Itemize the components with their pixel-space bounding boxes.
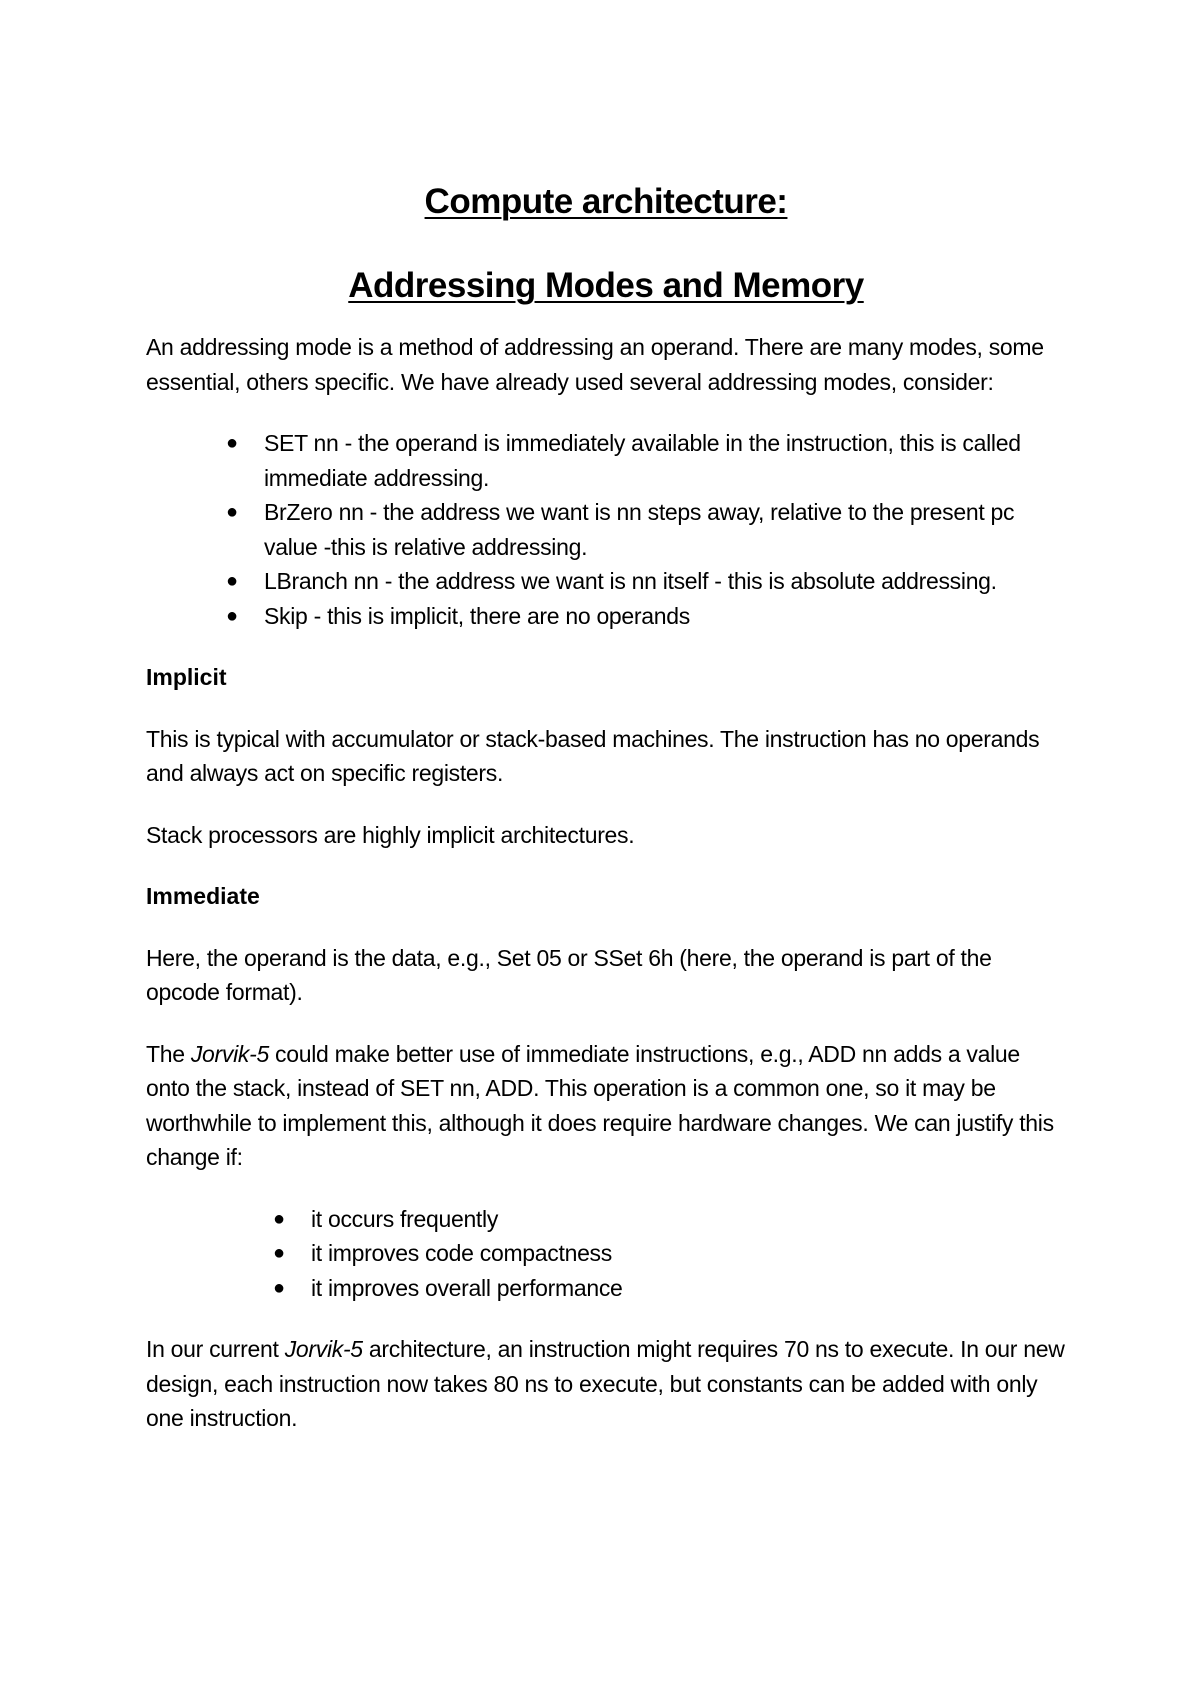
- implicit-heading: Implicit: [146, 664, 227, 690]
- implicit-paragraph-1: This is typical with accumulator or stack-based machines. The instruction has no operands and always act on specific registers.: [146, 725, 1040, 786]
- list-item: ● BrZero nn - the address we want is nn steps away, relative to the present pc value -this is relative addressing.: [146, 495, 1066, 564]
- jorvik-name: Jorvik-5: [284, 1336, 363, 1362]
- addressing-modes-list: [146, 426, 1066, 633]
- list-item: ● LBranch nn - the address we want is nn itself - this is absolute addressing.: [146, 564, 1066, 599]
- immediate-paragraph-3: In our current Jorvik-5 architecture, an instruction might requires 70 ns to execute. In our new design, each instruction now takes 80 ns to execute, but constants can be added with only one instruction.: [146, 1336, 1065, 1431]
- title-line-1: Compute architecture:: [424, 182, 788, 221]
- bullet-icon: ●: [273, 1207, 285, 1230]
- list-item: ● it occurs frequently: [146, 1202, 1066, 1237]
- implicit-paragraph-2: Stack processors are highly implicit architectures.: [146, 821, 635, 848]
- list-item: ● Skip - this is implicit, there are no operands: [146, 599, 1066, 634]
- document-page: [146, 178, 1066, 1463]
- bullet-icon: ●: [273, 1242, 285, 1264]
- intro-paragraph: An addressing mode is a method of addressing an operand. There are many modes, some essential, others specific. We have already used several addressing modes, consider:: [146, 334, 1044, 395]
- immediate-heading: Immediate: [146, 883, 260, 909]
- title-line-2: Addressing Modes and Memory: [348, 266, 864, 305]
- jorvik-name: Jorvik-5: [190, 1040, 269, 1067]
- bullet-icon: ●: [226, 604, 238, 627]
- immediate-paragraph-2: The Jorvik-5 could make better use of immediate instructions, e.g., ADD nn adds a value onto the stack, instead of SET nn, ADD. This operation is a common one, so it may be worthwhile to implement this, although it does require hardware changes. We can justify this change if:: [146, 1040, 1054, 1170]
- bullet-icon: ●: [273, 1276, 285, 1299]
- bullet-icon: ●: [226, 432, 238, 454]
- list-item: ● it improves overall performance: [146, 1271, 1066, 1306]
- bullet-icon: ●: [226, 570, 238, 592]
- bullet-icon: ●: [226, 501, 238, 523]
- justification-list: [146, 1202, 1066, 1306]
- list-item: ● it improves code compactness: [146, 1236, 1066, 1271]
- immediate-paragraph-1: Here, the operand is the data, e.g., Set 05 or SSet 6h (here, the operand is part of the opcode format).: [146, 944, 992, 1005]
- list-item: ● SET nn - the operand is immediately available in the instruction, this is called immediate addressing.: [146, 426, 1066, 495]
